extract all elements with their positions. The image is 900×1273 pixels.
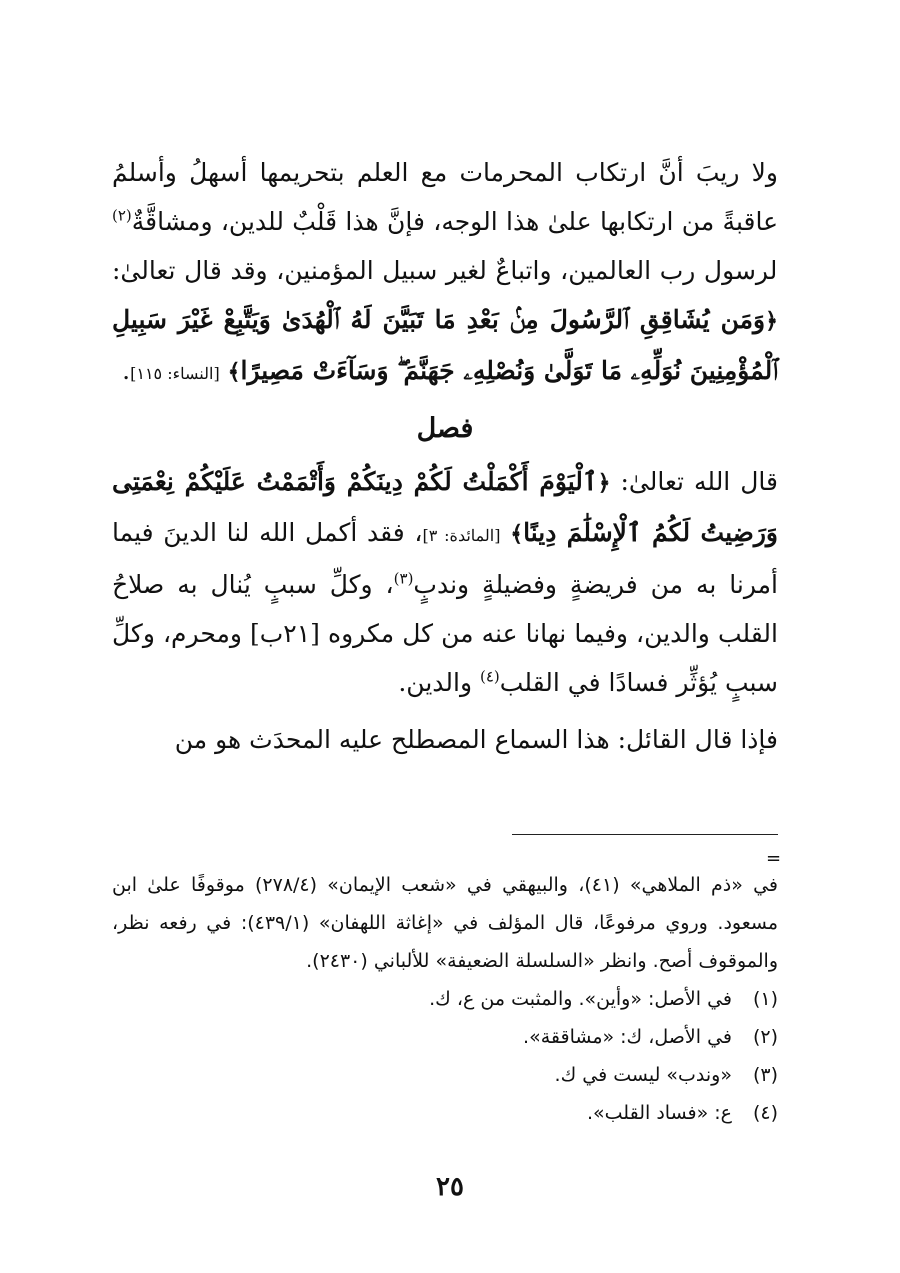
paragraph-2-text-b: ، وكلِّ سببٍ يُنال به صلاحُ القلب والدين، وفيما نهانا عنه من كل مكروه [٢١ب] ومحرم، وكلِّ سببٍ يُؤثِّر فسادًا في القلب xyxy=(112,570,778,697)
footnote-divider xyxy=(512,834,778,835)
footnote-text: ع: «فساد القلب». xyxy=(586,1102,732,1124)
verse-2-text: ٱلْيَوْمَ أَكْمَلْتُ لَكُمْ دِينَكُمْ وَأَتْمَمْتُ عَلَيْكُمْ نِعْمَتِى وَرَضِيتُ لَكُمُ ٱلْإِسْلَٰمَ دِينًا xyxy=(112,467,778,547)
page-number: ٢٥ xyxy=(436,1172,464,1202)
footnote-text: «وندب» ليست في ك. xyxy=(554,1064,732,1086)
verse-open-bracket: ﴿ xyxy=(765,308,778,334)
paragraph-2-text-c: والدين. xyxy=(398,668,480,697)
verse-1-text: وَمَن يُشَاقِقِ ٱلرَّسُولَ مِنۢ بَعْدِ مَا تَبَيَّنَ لَهُ ٱلْهُدَىٰ وَيَتَّبِعْ غَيْرَ سَبِيلِ ٱلْمُؤْمِنِينَ نُوَلِّهِۦ مَا تَوَلَّىٰ وَنُصْلِهِۦ جَهَنَّمَ ۖ وَسَآءَتْ مَصِيرًا xyxy=(112,305,778,385)
footnote-item xyxy=(112,1018,778,1056)
verse-1-reference: [النساء: ١١٥] xyxy=(130,364,220,383)
paragraph-1-continued: لرسول رب العالمين، واتباعٌ لغير سبيل المؤمنين، وقد قال تعالىٰ: xyxy=(112,256,778,285)
main-text xyxy=(112,148,778,764)
footnote-number: (٤) xyxy=(752,1102,778,1124)
paragraph-3: فإذا قال القائل: هذا السماع المصطلح عليه المحدَث هو من xyxy=(174,725,778,754)
verse-2-reference: [المائدة: ٣] xyxy=(422,526,501,545)
verse-1-tail: . xyxy=(122,356,131,385)
verse-open-bracket: ﴿ xyxy=(597,470,611,496)
verse-close-bracket: ﴾ xyxy=(227,359,241,385)
paragraph-1-text: ولا ريبَ أنَّ ارتكاب المحرمات مع العلم بتحريمها أسهلُ وأسلمُ عاقبةً من ارتكابها علىٰ هذا الوجه، فإنَّ هذا قَلْبٌ للدين، ومشاقَّةٌ xyxy=(112,158,778,236)
paragraph-2-intro: قال الله تعالىٰ: xyxy=(610,467,778,496)
footnote-item xyxy=(112,1094,778,1132)
footnote-ref-4: (٤) xyxy=(479,667,500,686)
paragraph-1 xyxy=(112,148,778,398)
footnote-text: في الأصل، ك: «مشاققة». xyxy=(523,1026,732,1048)
footnote-item xyxy=(112,980,778,1018)
section-heading: فصل xyxy=(416,413,474,444)
footnote-continuation: في «ذم الملاهي» (٤١)، والبيهقي في «شعب الإيمان» (٢٧٨/٤) موقوفًا علىٰ ابن مسعود. وروي مرفوعًا، قال المؤلف في «إغاثة اللهفان» (٤٣٩/١): في رفعه نظر، والموقوف أصح. وانظر «السلسلة الضعيفة» للألباني (٢٤٣٠). xyxy=(112,874,779,972)
footnote-ref-2: (٢) xyxy=(112,206,132,225)
paragraph-2 xyxy=(112,457,778,707)
paragraph-2-text-a: ، فقد أكمل الله لنا الدينَ فيما أمرنا به من فريضةٍ وفضيلةٍ وندبٍ xyxy=(112,518,778,599)
footnote-ref-3: (٣) xyxy=(393,569,414,588)
footnote-continuation-mark: = xyxy=(766,848,782,869)
footnote-number: (٣) xyxy=(752,1064,778,1086)
footnote-item xyxy=(112,1056,778,1094)
footnote-number: (٢) xyxy=(752,1026,778,1048)
footnotes xyxy=(112,866,778,1132)
verse-close-bracket: ﴾ xyxy=(510,521,524,547)
footnote-number: (١) xyxy=(752,988,778,1010)
footnote-text: في الأصل: «وأين». والمثبت من ع، ك. xyxy=(429,988,732,1010)
